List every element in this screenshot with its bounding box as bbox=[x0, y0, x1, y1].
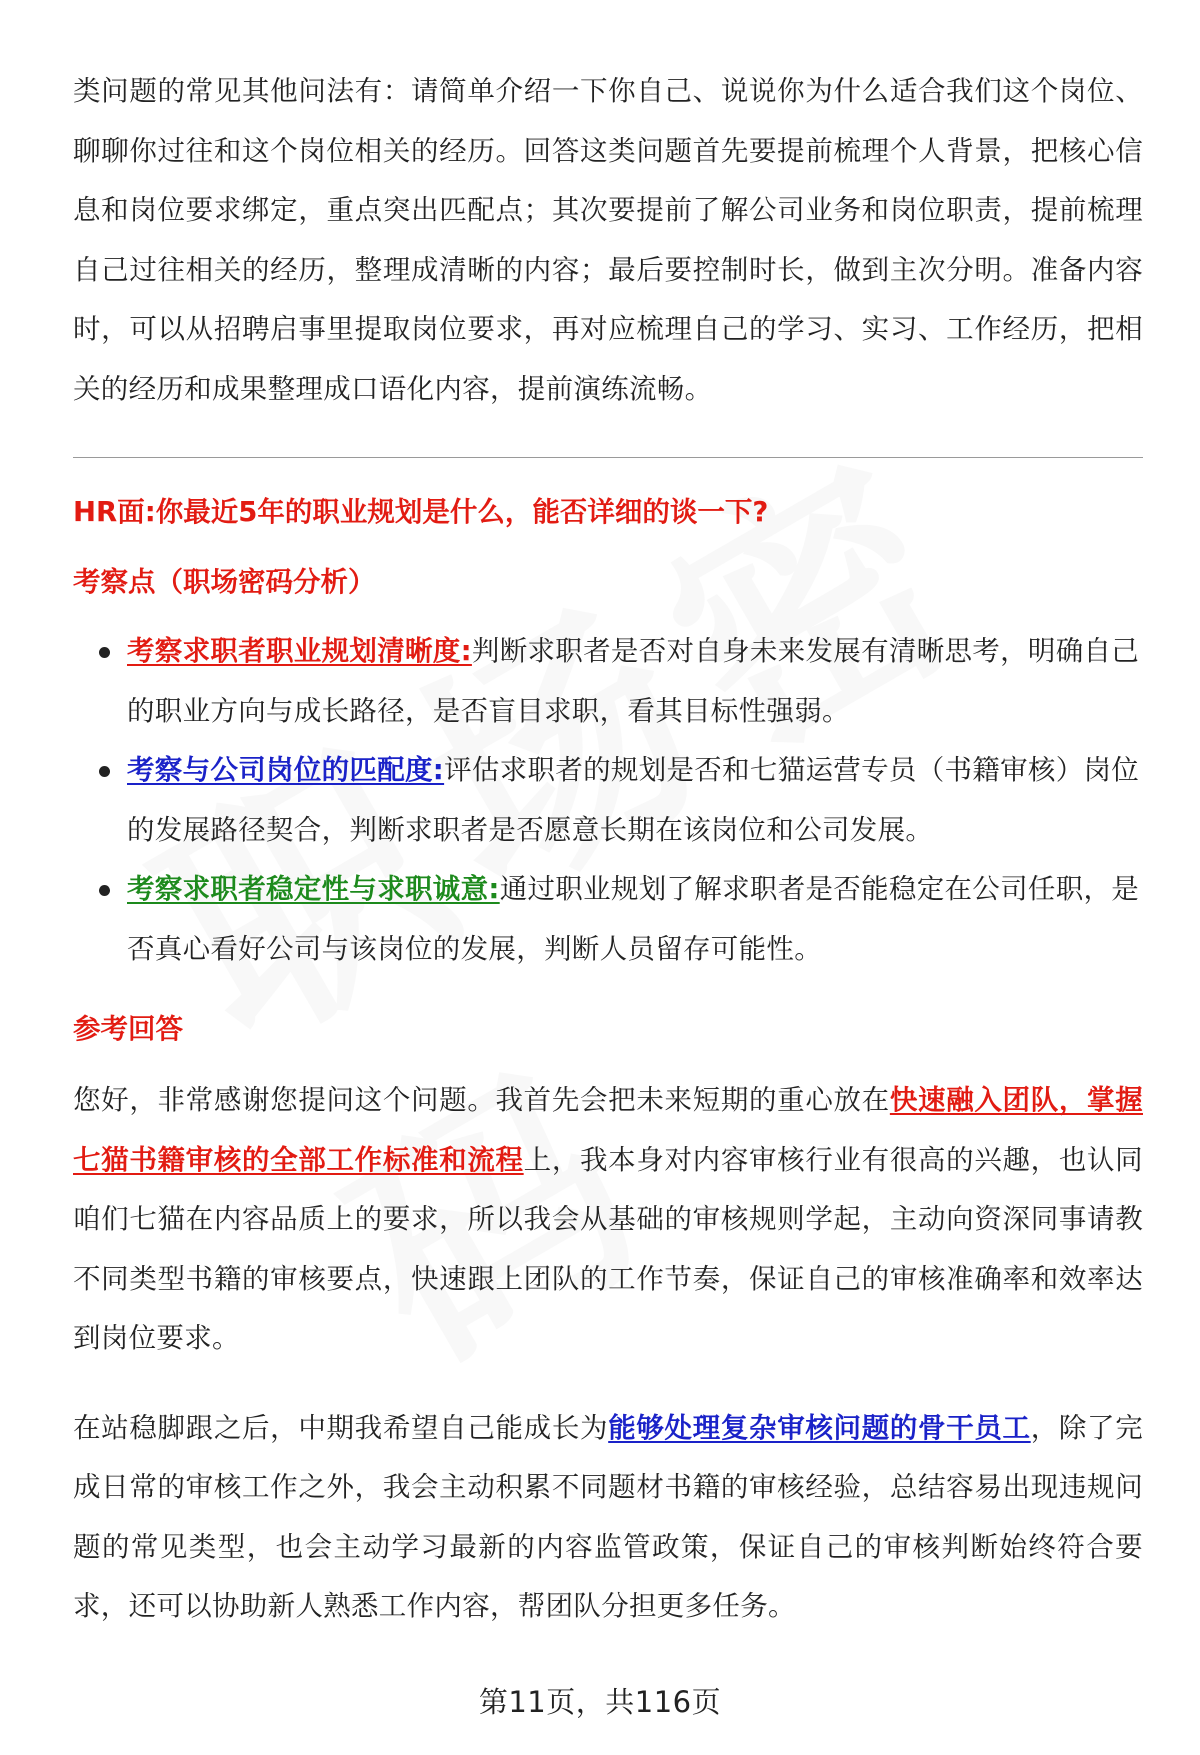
point-label: 考察求职者稳定性与求职诚意: bbox=[127, 873, 500, 905]
answer-text: 您好，非常感谢您提问这个问题。我首先会把未来短期的重心放在 bbox=[73, 1084, 890, 1116]
answer-text: ，除了完成日常的审核工作之外，我会主动积累不同题材书籍的审核经验，总结容易出现违规问题的常见类型，也会主动学习最新的内容监管政策，保证自己的审核判断始终符合要求，还可以协助新人熟悉工作内容，帮团队分担更多任务。 bbox=[73, 1411, 1144, 1622]
question-title: HR面:你最近5年的职业规划是什么，能否详细的谈一下? bbox=[73, 496, 769, 528]
point-label: 考察与公司岗位的匹配度: bbox=[127, 754, 445, 786]
point-text: 通过职业规划了解求职者是否能稳定在公司任职，是否真心看好公司与该岗位的发展，判断人员留存可能性。 bbox=[127, 873, 1140, 965]
point-text: 判断求职者是否对自身未来发展有清晰思考，明确自己的职业方向与成长路径，是否盲目求职，看其目标性强弱。 bbox=[127, 635, 1140, 727]
bullet-icon bbox=[99, 647, 110, 658]
document-page bbox=[73, 62, 1143, 1637]
answer-paragraph-2 bbox=[73, 1399, 1143, 1637]
point-text: 评估求职者的规划是否和七猫运营专员（书籍审核）岗位的发展路径契合，判断求职者是否愿意长期在该岗位和公司发展。 bbox=[127, 754, 1140, 846]
bullet-icon bbox=[99, 766, 110, 777]
page-number: 第11页，共116页 bbox=[478, 1685, 722, 1719]
list-item bbox=[73, 860, 1143, 979]
section-divider bbox=[73, 457, 1143, 458]
point-label: 考察求职者职业规划清晰度: bbox=[127, 635, 472, 667]
bullet-icon bbox=[99, 885, 110, 896]
answer-title: 参考回答 bbox=[73, 1013, 183, 1045]
list-item bbox=[73, 622, 1143, 741]
answer-text: 在站稳脚跟之后，中期我希望自己能成长为 bbox=[73, 1411, 609, 1444]
points-title: 考察点（职场密码分析） bbox=[73, 566, 376, 598]
points-list bbox=[73, 622, 1143, 979]
answer-paragraph-1 bbox=[73, 1071, 1143, 1369]
list-item bbox=[73, 741, 1143, 860]
intro-paragraph: 类问题的常见其他问法有：请简单介绍一下你自己、说说你为什么适合我们这个岗位、聊聊你过往和这个岗位相关的经历。回答这类问题首先要提前梳理个人背景，把核心信息和岗位要求绑定，重点突出匹配点；其次要提前了解公司业务和岗位职责，提前梳理自己过往相关的经历，整理成清晰的内容；最后要控制时长，做到主次分明。准备内容时，可以从招聘启事里提取岗位要求，再对应梳理自己的学习、实习、工作经历，把相关的经历和成果整理成口语化内容，提前演练流畅。 bbox=[73, 75, 1143, 405]
answer-text: 上，我本身对内容审核行业有很高的兴趣，也认同咱们七猫在内容品质上的要求，所以我会从基础的审核规则学起，主动向资深同事请教不同类型书籍的审核要点，快速跟上团队的工作节奏，保证自己的审核准确率和效率达到岗位要求。 bbox=[73, 1143, 1143, 1354]
answer-highlight: 能够处理复杂审核问题的骨干员工 bbox=[608, 1411, 1031, 1444]
answer-highlight: 快速融入团队，掌握七猫书籍审核的全部工作标准和流程 bbox=[73, 1084, 1143, 1176]
